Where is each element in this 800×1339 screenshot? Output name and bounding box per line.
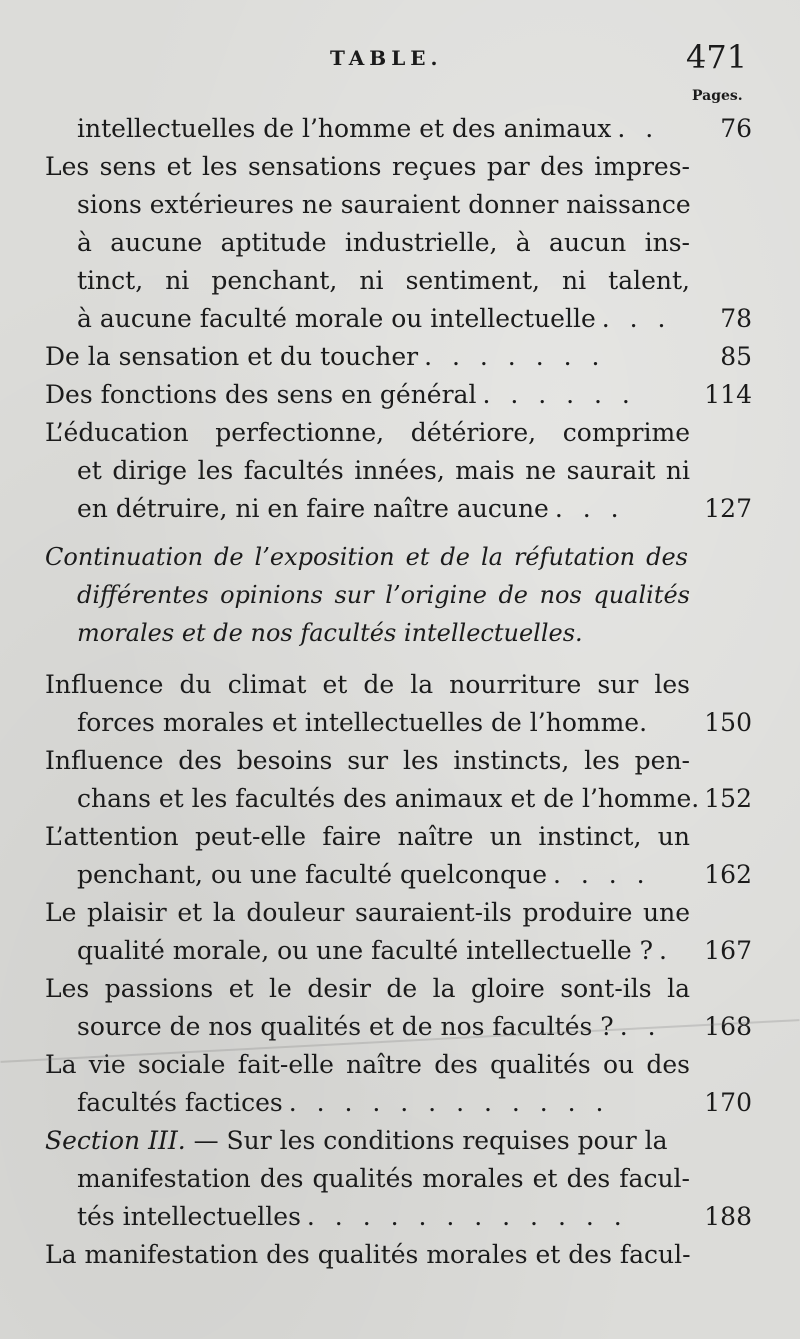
section-heading-text: morales et de nos facultés intellectuelles. — [77, 619, 583, 647]
toc-entry-text: source de nos qualités et de nos facultés ? — [77, 1012, 614, 1041]
toc-page-number: 162 — [704, 860, 752, 889]
section-heading-line — [0, 538, 800, 576]
toc-entry-line — [0, 224, 800, 262]
toc-entry — [0, 742, 800, 818]
toc-page-number: 168 — [704, 1012, 752, 1041]
section-heading-text: différentes opinions sur l’origine de nos qualités — [77, 581, 690, 609]
toc-entry-line — [0, 1160, 800, 1198]
toc-entry — [0, 376, 800, 414]
toc-entry — [0, 818, 800, 894]
toc-entry-line — [0, 932, 800, 970]
toc-entry-line — [0, 1046, 800, 1084]
dot-leader: . . . — [601, 304, 672, 333]
section-heading-text: Continuation de l’exposition et de la réfutation des — [45, 543, 688, 571]
toc-page-number: 170 — [704, 1088, 752, 1117]
toc-entry-text: et dirige les facultés innées, mais ne saurait ni — [77, 456, 690, 485]
table-of-contents — [0, 110, 800, 1274]
page-header — [0, 38, 800, 78]
toc-entry — [0, 414, 800, 528]
toc-entry-line — [0, 1198, 800, 1236]
toc-entry-text: Des fonctions des sens en général — [45, 380, 477, 409]
toc-entry-line — [0, 704, 800, 742]
toc-entry-text — [45, 1122, 668, 1160]
section-heading-line — [0, 576, 800, 614]
toc-entry-line — [0, 1122, 800, 1160]
page-number: 471 — [686, 38, 748, 76]
toc-page-number: 152 — [704, 784, 752, 813]
toc-entry-line — [0, 970, 800, 1008]
toc-entry-text: intellectuelles de l’homme et des animaux — [77, 114, 612, 143]
toc-entry-text: chans et les facultés des animaux et de l’homme. — [77, 784, 700, 813]
toc-entry-line — [0, 338, 800, 376]
toc-entry — [0, 1046, 800, 1122]
dot-leader: . . . . . . . . . . . . — [288, 1088, 610, 1117]
toc-entry-line — [0, 186, 800, 224]
toc-page-number: 85 — [720, 342, 752, 371]
toc-entry — [0, 970, 800, 1046]
toc-entry — [0, 1236, 800, 1274]
toc-entry-text: forces morales et intellectuelles de l’homme. — [77, 708, 648, 737]
section-title-text: — Sur les conditions requises pour la — [185, 1126, 668, 1155]
toc-entry-text: La manifestation des qualités morales et des facul- — [45, 1240, 691, 1269]
toc-entry-line — [0, 110, 800, 148]
toc-page-number: 127 — [704, 494, 752, 523]
toc-entry-text: penchant, ou une faculté quelconque — [77, 860, 547, 889]
toc-entry-line — [0, 414, 800, 452]
toc-entry-line — [0, 666, 800, 704]
toc-entry-line — [0, 376, 800, 414]
toc-entry-text: De la sensation et du toucher — [45, 342, 419, 371]
section-heading-line — [0, 614, 800, 652]
toc-entry — [0, 666, 800, 742]
toc-page-number: 76 — [720, 114, 752, 143]
toc-page-number: 167 — [704, 936, 752, 965]
toc-entry-text: tinct, ni penchant, ni sentiment, ni talent, — [77, 266, 690, 295]
toc-entry-line — [0, 894, 800, 932]
toc-entry-text: manifestation des qualités morales et des facul- — [77, 1164, 690, 1193]
toc-entry-line — [0, 742, 800, 780]
toc-entry-text: Les sens et les sensations reçues par des impres- — [45, 152, 690, 181]
toc-entry-line — [0, 780, 800, 818]
pages-column-label: Pages. — [692, 88, 743, 104]
toc-entry-text: L’attention peut-elle faire naître un instinct, un — [45, 822, 690, 851]
toc-entry-text: à aucune aptitude industrielle, à aucun ins- — [77, 228, 690, 257]
toc-entry-text: qualité morale, ou une faculté intellectuelle ? — [77, 936, 653, 965]
toc-entry-line — [0, 1084, 800, 1122]
toc-entry-text: Les passions et le desir de la gloire sont-ils la — [45, 974, 690, 1003]
dot-leader: . . . . — [552, 860, 651, 889]
dot-leader: . . — [617, 114, 660, 143]
toc-entry-text: L’éducation perfectionne, détériore, comprime — [45, 418, 690, 447]
toc-entry — [0, 148, 800, 338]
toc-entry-line — [0, 490, 800, 528]
dot-leader: . . . . . . . . . . . . — [306, 1202, 628, 1231]
toc-entry-text: sions extérieures ne sauraient donner naissance — [77, 190, 691, 219]
section-heading — [0, 538, 800, 652]
toc-page-number: 188 — [704, 1202, 752, 1231]
toc-entry — [0, 894, 800, 970]
dot-leader: . . . . . . — [482, 380, 636, 409]
toc-entry — [0, 1122, 800, 1236]
toc-entry-text: Influence des besoins sur les instincts, les pen- — [45, 746, 690, 775]
toc-entry-text: Le plaisir et la douleur sauraient-ils produire une — [45, 898, 690, 927]
toc-page-number: 114 — [704, 380, 752, 409]
toc-entry-line — [0, 300, 800, 338]
toc-entry-text: à aucune faculté morale ou intellectuelle — [77, 304, 596, 333]
toc-entry-text: facultés factices — [77, 1088, 283, 1117]
toc-entry-text: Influence du climat et de la nourriture sur les — [45, 670, 690, 699]
toc-entry — [0, 338, 800, 376]
toc-entry-text: en détruire, ni en faire naître aucune — [77, 494, 549, 523]
dot-leader: . . — [619, 1012, 662, 1041]
toc-page-number: 150 — [704, 708, 752, 737]
toc-entry-text: tés intellectuelles — [77, 1202, 301, 1231]
dot-leader: . . . . . . . — [424, 342, 606, 371]
dot-leader: . — [658, 936, 673, 965]
section-label: Section III. — [45, 1126, 186, 1155]
toc-entry-line — [0, 148, 800, 186]
toc-entry-line — [0, 856, 800, 894]
toc-entry-text: La vie sociale fait-elle naître des qualités ou des — [45, 1050, 690, 1079]
toc-entry-line — [0, 1236, 800, 1274]
toc-page-number: 78 — [720, 304, 752, 333]
toc-entry-line — [0, 818, 800, 856]
toc-entry — [0, 110, 800, 148]
toc-entry-line — [0, 262, 800, 300]
dot-leader: . . . — [554, 494, 625, 523]
running-title: TABLE. — [330, 46, 443, 70]
toc-entry-line — [0, 452, 800, 490]
